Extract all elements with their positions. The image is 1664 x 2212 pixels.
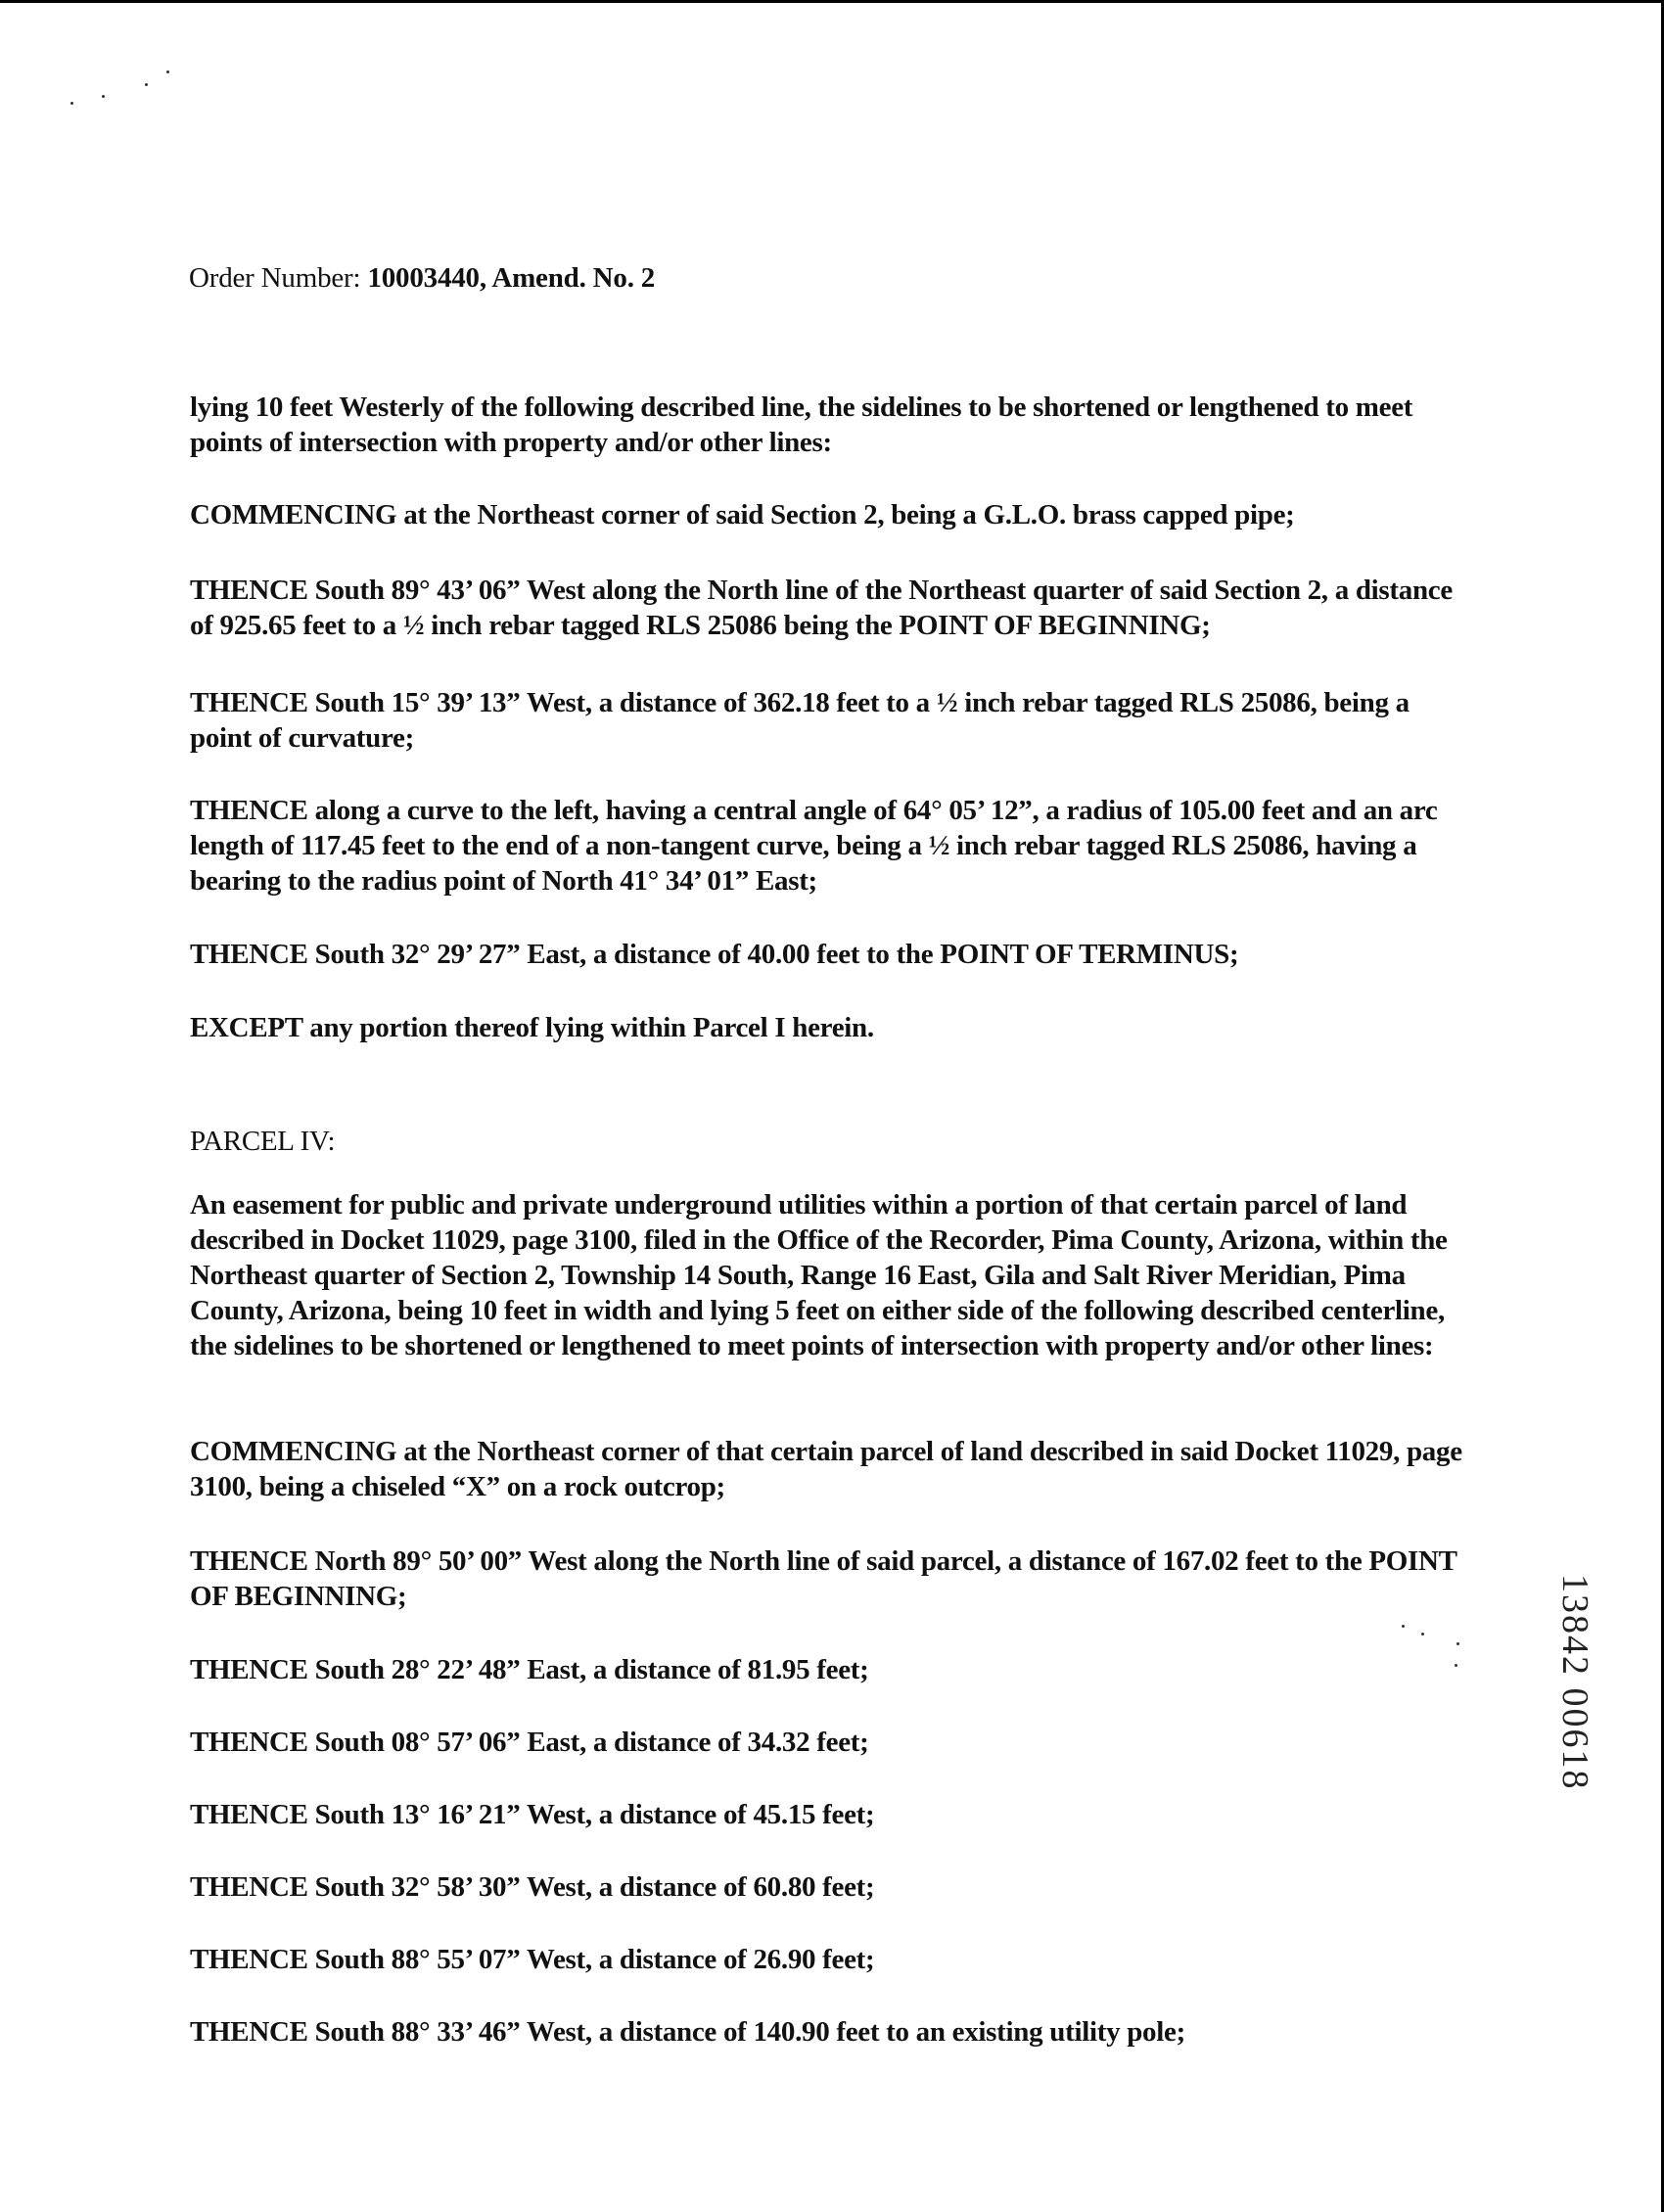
scan-speck [166, 70, 169, 73]
paragraph-thence-south-89: THENCE South 89° 43’ 06” West along the North line of the Northeast quarter of said Section 2, a distance of 925.65 feet to a ½ inch rebar tagged RLS 25086 being the POINT OF BEGINNING; [190, 575, 1453, 641]
scan-speck [70, 102, 73, 105]
paragraph-thence-north-89: THENCE North 89° 50’ 00” West along the North line of said parcel, a distance of 167.02 feet to the POINT OF BEGINNING; [190, 1545, 1457, 1612]
scan-speck [1421, 1633, 1424, 1636]
paragraph-thence-south-32-58: THENCE South 32° 58’ 30” West, a distance of 60.80 feet; [190, 1871, 875, 1903]
paragraph-commencing-section-2: COMMENCING at the Northeast corner of said Section 2, being a G.L.O. brass capped pipe; [190, 499, 1295, 530]
paragraph-commencing-docket: COMMENCING at the Northeast corner of that certain parcel of land described in said Docket 11029, page 3100, being a chiseled “X” on a rock outcrop; [190, 1436, 1462, 1502]
paragraph-easement-description: An easement for public and private underground utilities within a portion of that certain parcel of land described in Docket 11029, page 3100, filed in the Office of the Recorder, Pima County, Arizona, within the Northeast quarter of Section 2, Township 14 South, Range 16 East, Gila and Salt River Meridian, Pima County, Arizona, being 10 feet in width and lying 5 feet on either side of the following described centerline, the sidelines to be shortened or lengthened to meet points of intersection with property and/or other lines: [190, 1189, 1448, 1361]
order-number-value: 10003440, Amend. No. 2 [367, 262, 656, 294]
paragraph-thence-south-28: THENCE South 28° 22’ 48” East, a distance of 81.95 feet; [190, 1654, 869, 1685]
paragraph-thence-curve: THENCE along a curve to the left, having a central angle of 64° 05’ 12”, a radius of 105.00 feet and an arc length of 117.45 feet to the end of a non-tangent curve, being a ½ inch rebar tagged RLS 25086, having a bearing to the radius point of North 41° 34’ 01” East; [190, 795, 1438, 897]
scan-speck [145, 83, 148, 86]
parcel-iv-heading: PARCEL IV: [190, 1126, 336, 1157]
scan-border-top [0, 0, 1664, 3]
docket-page-stamp: 13842 00618 [1554, 1574, 1595, 1791]
order-number-label: Order Number: [189, 262, 361, 294]
paragraph-except-parcel-i: EXCEPT any portion thereof lying within Parcel I herein. [190, 1012, 874, 1043]
scan-speck [1402, 1625, 1405, 1628]
scan-speck [1456, 1642, 1459, 1645]
paragraph-thence-south-88-33: THENCE South 88° 33’ 46” West, a distance of 140.90 feet to an existing utility pole; [190, 2016, 1185, 2048]
scan-speck [102, 95, 105, 98]
paragraph-thence-south-13: THENCE South 13° 16’ 21” West, a distance of 45.15 feet; [190, 1799, 875, 1830]
paragraph-point-of-terminus: THENCE South 32° 29’ 27” East, a distance of 40.00 feet to the POINT OF TERMINUS; [190, 939, 1239, 970]
paragraph-thence-south-15: THENCE South 15° 39’ 13” West, a distance of 362.18 feet to a ½ inch rebar tagged RLS 25086, being a point of curvature; [190, 687, 1410, 754]
paragraph-thence-south-08: THENCE South 08° 57’ 06” East, a distance of 34.32 feet; [190, 1727, 869, 1758]
paragraph-thence-south-88-55: THENCE South 88° 55’ 07” West, a distance of 26.90 feet; [190, 1944, 875, 1975]
order-number-header [189, 262, 655, 295]
paragraph-lying-westerly: lying 10 feet Westerly of the following described line, the sidelines to be shortened or lengthened to meet points of intersection with property and/or other lines: [190, 392, 1413, 458]
